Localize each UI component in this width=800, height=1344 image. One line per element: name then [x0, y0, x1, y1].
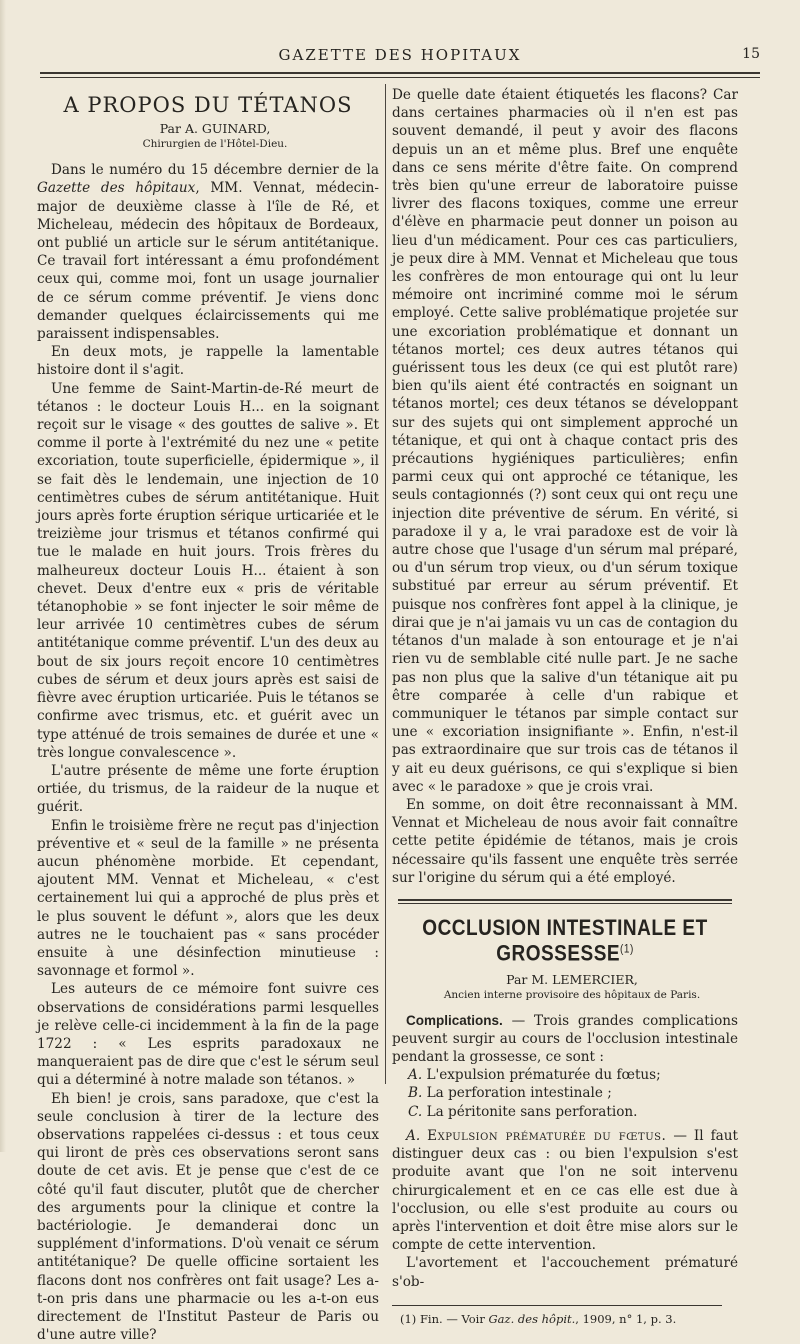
paragraph: L'avortement et l'accouchement prématuré s'ob- [392, 1255, 738, 1290]
right-column [392, 86, 738, 1327]
column-divider [385, 84, 386, 1084]
paragraph: Dans le numéro du 15 décembre dernier de la Gazette des hôpitaux, MM. Vennat, médecin-major de deuxième classe à l'île de Ré, et Micheleau, médecin des hôpitaux de Bordeaux, ont publié un article sur le sérum antitétanique. Ce travail fort intéressant a ému profondément ceux qui, comme moi, font un usage journalier de ce sérum comme préventif. Je viens donc demander quelques éclaircissements qui me paraissent indispensables. [37, 162, 379, 343]
left-column [37, 86, 379, 1344]
page-edge [0, 0, 6, 1152]
list-item: B. La perforation intestinale ; [408, 1085, 612, 1102]
header-rule [40, 72, 760, 78]
author-affiliation: Chirurgien de l'Hôtel-Dieu. [142, 138, 288, 151]
footnote-rule [392, 1305, 722, 1306]
list-item: A. L'expulsion prématurée du fœtus; [408, 1067, 661, 1084]
author-byline: Par A. GUINARD, [159, 121, 271, 137]
article-title: OCCLUSION INTESTINALE ET GROSSESSE$^{(1)}$ [422, 916, 708, 967]
author-byline: Par M. LEMERCIER, [506, 971, 638, 987]
page-number: 15 [742, 46, 760, 62]
paragraph: Complications. — Trois grandes complications peuvent surgir au cours de l'occlusion intestinale pendant la grossesse, ce sont : [392, 1012, 738, 1066]
footnote: (1) Fin. — Voir Gaz. des hôpit., 1909, n° 1, p. 3. [400, 1311, 677, 1326]
paragraph: De quelle date étaient étiquetés les flacons? Car dans certaines pharmacies où il n'en est pas souvent demandé, il peut y avoir des flacons depuis un an et même plus. Bref une enquête dans ce sens mérite d'être faite. On comprend très bien qu'une erreur de laboratoire puisse livrer des flacons toxiques, comme une erreur d'élève en pharmacie peut donner un poison au lieu d'un médicament. Pour ces cas particuliers, je peux dire à MM. Vennat et Micheleau que tous les confrères de mon entourage qui ont lu leur mémoire ont incriminé comme moi le sérum employé. Cette salive problématique projetée sur une excoriation problématique et donnant un tétanos mortel; ces deux autres tétanos qui guérissent tous les deux (ce qui est plutôt rare) bien qu'ils aient été contractés en soignant un tétanos mortel; ces deux tétanos se développant sur des sujets qui ont simplement approché un tétanique, et qui ont à chaque contact pris des précautions hygiéniques particulières; enfin parmi ceux qui ont approché ce tétanique, les seuls contagionnés (?) sont ceux qui ont reçu une injection dite préventive de sérum. En vérité, si paradoxe il y a, le vrai paradoxe est de voir là autre chose que l'usage d'un sérum mal préparé, ou d'un sérum trop vieux, ou d'un sérum toxique substitué par erreur au sérum préventif. Et puisque nos confrères font appel à la clinique, je dirai que je n'ai jamais vu un cas de contagion du tétanos d'un malade à son entourage et je n'ai rien vu de semblable cité nulle part. Je ne sache pas non plus que la salive d'un tétanique ait pu être comparée à celle d'un rabique et communiquer le tétanos par simple contact sur une « excoriation insignifiante ». Enfin, n'est-il pas extraordinaire que sur trois cas de tétanos il y ait eu deux guérisons, ce qui s'explique si bien avec « le paradoxe » que je crois vrai. [392, 87, 738, 795]
paragraph: Les auteurs de ce mémoire font suivre ces observations de considérations parmi lesquelles je relève celle-ci incidemment à la fin de la page 1722 : « Les esprits paradoxaux ne manqueraient pas de dire que c'est le sérum seul qui a déterminé à notre malade son tétanos. » [37, 981, 379, 1089]
paragraph: A. Expulsion prématurée du fœtus. — Il faut distinguer deux cas : ou bien l'expulsion s'est produite avant que l'on ne soit intervenu chirurgicalement et en ce cas elle est due à l'occlusion, ou elle s'est produite au cours ou après l'intervention et doit être mise alors sur le compte de cette intervention. [392, 1127, 738, 1254]
author-affiliation: Ancien interne provisoire des hôpitaux de Paris. [443, 988, 701, 1001]
journal-reference: Gazette des hôpitaux [37, 180, 196, 197]
running-head [40, 46, 760, 68]
paragraph: Eh bien! je crois, sans paradoxe, que c'est la seule conclusion à tirer de la lecture des observations rappelées ci-dessus : et tous ceux qui liront de près ces observations seront sans doute de cet avis. Et je pense que c'est de ce côté qu'il faut discuter, plutôt que de chercher des arguments pour la clinique et contre la bactériologie. Je demanderai donc un supplément d'informations. D'où venait ce sérum antitétanique? De quelle officine sortaient les flacons dont nos confrères ont fait usage? Les a-t-on pris dans une pharmacie ou les a-t-on eus directement de l'Institut Pasteur de Paris ou d'une autre ville? [37, 1090, 379, 1344]
article-title: A PROPOS DU TÉTANOS [63, 93, 353, 117]
paragraph: Une femme de Saint-Martin-de-Ré meurt de tétanos : le docteur Louis H... en la soignant reçoit sur le visage « des gouttes de salive ». Et comme il porte à l'extrémité du nez une « petite excoriation, toute superficielle, épidermique », il se fait dès le lendemain, une injection de 10 centimètres cubes de sérum antitétanique. Huit jours après forte éruption sérique urticariée et le treizième jour trismus et tétanos confirmé qui tue le malade en huit jours. Trois frères du malheureux docteur Louis H... étaient à son chevet. Deux d'entre eux « pris de véritable tétanophobie » se font injecter le soir même de leur arrivée 10 centimètres cubes de sérum antitétanique comme préventif. L'un des deux au bout de six jours reçoit encore 10 centimètres cubes de sérum et deux jours après est saisi de fièvre avec éruption urticariée. Puis le tétanos se confirme avec trismus, etc. et guérit avec un type atténué de trois semaines de durée et une « très longue convalescence ». [37, 380, 379, 761]
paragraph: En somme, on doit être reconnaissant à MM. Vennat et Micheleau de nous avoir fait connaître cette petite épidémie de tétanos, mais je crois nécessaire qu'ils fassent une enquête très serrée sur l'origine du sérum qui a été employé. [392, 796, 738, 886]
journal-name: GAZETTE DES HOPITAUX [278, 46, 522, 64]
paragraph: En deux mots, je rappelle la lamentable histoire dont il s'agit. [37, 344, 379, 379]
list-item: C. La péritonite sans perforation. [408, 1103, 638, 1120]
paragraph: L'autre présente de même une forte éruption ortiée, du trismus, de la raideur de la nuque et guérit. [37, 762, 379, 816]
footnote-marker: (1) [620, 943, 634, 956]
section-rule [398, 899, 732, 904]
section-heading: Complications. [406, 1012, 503, 1028]
paragraph: Enfin le troisième frère ne reçut pas d'injection préventive et « seul de la famille » ne présenta aucun phénomène morbide. Et cependant, ajoutent MM. Vennat et Micheleau, « c'est certainement lui qui a approché de plus près et le plus souvent le défunt », alors que les deux autres ne le touchaient pas « sans procéder ensuite à une désinfection minutieuse : savonnage et formol ». [37, 817, 379, 980]
subsection-heading: Expulsion prématurée du fœtus. [427, 1127, 667, 1144]
